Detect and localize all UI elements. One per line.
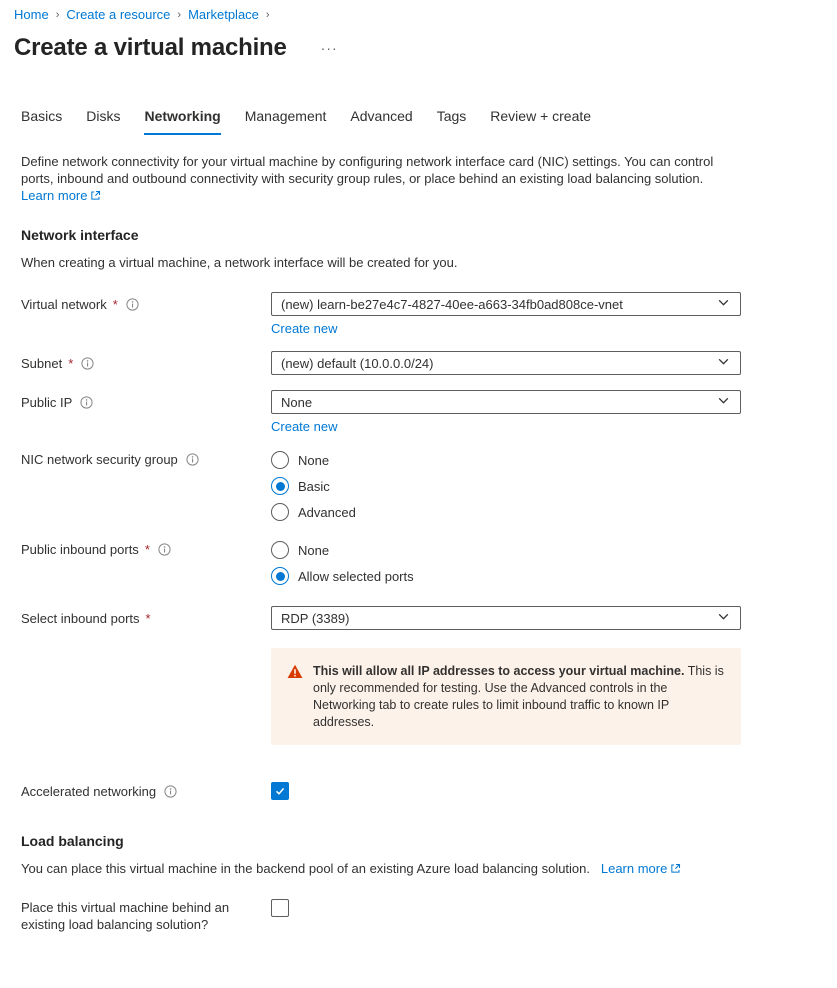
public-ip-label: Public IP (21, 395, 73, 410)
network-interface-description: When creating a virtual machine, a network interface will be created for you. (21, 255, 458, 270)
tab-review-create[interactable]: Review + create (490, 108, 592, 124)
radio-selected-icon (271, 477, 289, 495)
virtual-network-value: (new) learn-be27e4c7-4827-40ee-a663-34fb0ad808ce-vnet (281, 296, 623, 312)
warning-text-body: This is only recommended for testing. Use the Advanced controls in the Networking tab to create rules to limit inbound traffic to known IP addresses. (313, 664, 724, 729)
place-behind-lb-checkbox[interactable] (271, 899, 289, 917)
public-ip-create-new-link[interactable]: Create new (271, 419, 338, 434)
subnet-row (21, 351, 823, 375)
wizard-tabs (21, 108, 823, 135)
load-balancing-description (21, 860, 823, 878)
radio-selected-icon (271, 567, 289, 585)
public-inbound-ports-row (21, 537, 823, 589)
accelerated-networking-label: Accelerated networking (21, 784, 157, 799)
title-row (14, 34, 823, 62)
tab-disks[interactable]: Disks (86, 108, 121, 124)
breadcrumb-marketplace[interactable]: Marketplace (188, 7, 259, 22)
nic-nsg-option-basic[interactable] (271, 473, 741, 499)
radio-label: Basic (298, 478, 330, 494)
breadcrumb-separator: › (265, 8, 270, 21)
radio-label: Advanced (298, 504, 356, 520)
info-icon[interactable] (186, 453, 199, 466)
radio-icon (271, 541, 289, 559)
chevron-down-icon (717, 394, 730, 410)
radio-icon (271, 451, 289, 469)
nic-nsg-label: NIC network security group (21, 452, 178, 467)
virtual-network-select[interactable] (271, 292, 741, 316)
nic-nsg-radio-group (271, 447, 741, 525)
select-inbound-ports-select[interactable] (271, 606, 741, 630)
chevron-down-icon (717, 610, 730, 626)
tab-advanced[interactable]: Advanced (350, 108, 413, 124)
external-link-icon (670, 861, 681, 878)
page-title: Create a virtual machine (14, 34, 287, 61)
breadcrumb-home[interactable]: Home (14, 7, 49, 22)
external-link-icon (90, 188, 101, 205)
select-inbound-ports-row (21, 606, 823, 630)
info-icon[interactable] (158, 543, 171, 556)
accelerated-networking-row (21, 782, 823, 800)
warning-icon (287, 663, 303, 731)
public-inbound-ports-option-allow[interactable] (271, 563, 741, 589)
load-balancing-heading: Load balancing (21, 833, 124, 849)
network-interface-heading: Network interface (21, 227, 139, 243)
nic-nsg-option-none[interactable] (271, 447, 741, 473)
tab-tags[interactable]: Tags (436, 108, 467, 124)
tab-management[interactable]: Management (244, 108, 327, 124)
load-balancing-learn-more-link[interactable]: Learn more (600, 861, 668, 876)
virtual-network-row (21, 292, 823, 336)
chevron-down-icon (717, 355, 730, 371)
place-behind-lb-row (21, 899, 823, 933)
radio-icon (271, 503, 289, 521)
required-marker: * (145, 611, 151, 626)
select-inbound-ports-value: RDP (3389) (281, 610, 350, 626)
info-icon[interactable] (164, 785, 177, 798)
required-marker: * (144, 542, 150, 557)
radio-label: None (298, 452, 330, 468)
radio-label: None (298, 542, 330, 558)
nic-nsg-option-advanced[interactable] (271, 499, 741, 525)
required-marker: * (112, 297, 118, 312)
info-icon[interactable] (80, 396, 93, 409)
virtual-network-create-new-link[interactable]: Create new (271, 321, 338, 336)
subnet-label: Subnet (21, 356, 63, 371)
breadcrumb-create-a-resource[interactable]: Create a resource (66, 7, 171, 22)
subnet-select[interactable] (271, 351, 741, 375)
public-ip-select[interactable] (271, 390, 741, 414)
intro-learn-more-link[interactable]: Learn more (21, 188, 88, 203)
breadcrumb (14, 7, 823, 22)
required-marker: * (68, 356, 74, 371)
info-icon[interactable] (81, 357, 94, 370)
inbound-ports-warning (271, 648, 741, 745)
breadcrumb-separator: › (177, 8, 182, 21)
chevron-down-icon (717, 296, 730, 312)
tab-basics[interactable]: Basics (21, 108, 63, 124)
virtual-network-label: Virtual network (21, 297, 107, 312)
warning-text (313, 663, 725, 731)
more-options-button[interactable]: ··· (320, 40, 338, 56)
select-inbound-ports-label: Select inbound ports (21, 611, 140, 626)
public-ip-row (21, 390, 823, 434)
networking-intro-text: Define network connectivity for your virtual machine by configuring network interface card (NIC) settings. You can control ports, inbound and outbound connectivity with security group rules, or place behind an existing load balancing solution. (21, 154, 714, 186)
accelerated-networking-checkbox[interactable] (271, 782, 289, 800)
load-balancing-description-text: You can place this virtual machine in the backend pool of an existing Azure load balancing solution. (21, 861, 591, 876)
public-ip-value: None (281, 394, 313, 410)
subnet-value: (new) default (10.0.0.0/24) (281, 355, 434, 371)
public-inbound-ports-radio-group (271, 537, 741, 589)
info-icon[interactable] (126, 298, 139, 311)
place-behind-lb-label: Place this virtual machine behind an existing load balancing solution? (21, 900, 230, 932)
breadcrumb-separator: › (55, 8, 60, 21)
radio-label: Allow selected ports (298, 568, 414, 584)
warning-text-bold: This will allow all IP addresses to access your virtual machine. (313, 664, 685, 678)
tab-networking[interactable]: Networking (144, 108, 220, 135)
nic-nsg-row (21, 447, 823, 525)
public-inbound-ports-label: Public inbound ports (21, 542, 139, 557)
public-inbound-ports-option-none[interactable] (271, 537, 741, 563)
